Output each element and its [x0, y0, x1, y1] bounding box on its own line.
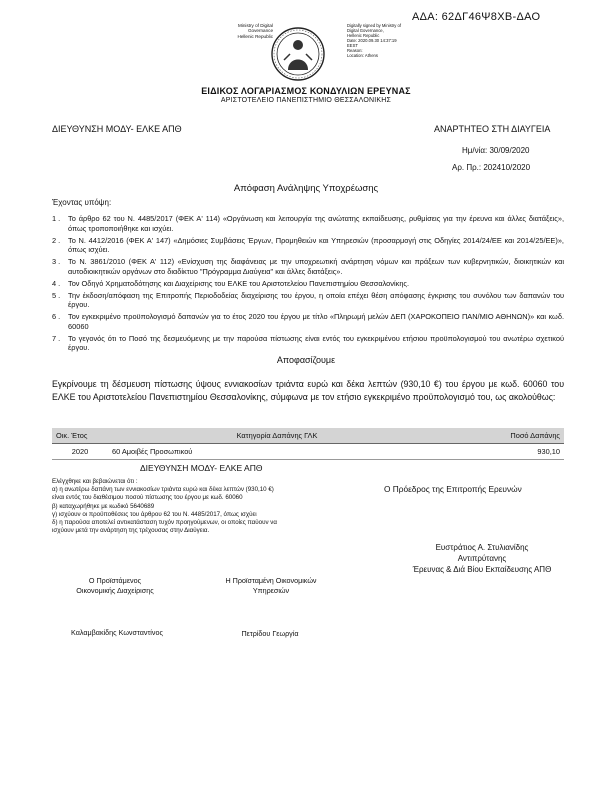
signatory-name-a: Καλαμβακίδης Κωνσταντίνος: [71, 628, 163, 637]
department-header: ΔΙΕΥΘΥΝΣΗ ΜΟΔΥ- ΕΛΚΕ ΑΠΘ: [52, 124, 182, 134]
document-date: Ημ/νία: 30/09/2020: [462, 146, 530, 155]
signer-block: [382, 542, 582, 576]
item-text: Το Ν. 3861/2010 (ΦΕΚ Α' 112) «Ενίσχυση της διαφάνειας με την υποχρεωτική ανάρτηση νόμων και πράξεων των κυβερνητικών, διοικητικών και αυτοδιοικητικών οργάνων στο διαδίκτυο "Πρόγραμμα Διαύγεια" και άλλες διατάξεις».: [68, 257, 564, 276]
table-row: [52, 444, 564, 460]
decision-heading: Αποφασίζουμε: [276, 355, 336, 365]
sig-right-line: Digitally signed by Ministry of: [347, 23, 401, 28]
budget-table: [52, 428, 564, 460]
col-amount: Ποσό Δαπάνης: [446, 428, 564, 444]
cell-amount: 930,10: [446, 444, 564, 460]
sig-right-line: Digital Governance,: [347, 28, 384, 33]
president-title: Ο Πρόεδρος της Επιτροπής Ερευνών: [384, 484, 522, 494]
item-number: 6 .: [52, 312, 61, 322]
verification-line: γ) ισχύουν οι προϋποθέσεις του άρθρου 62 του Ν. 4485/2017, όπως ισχύει: [52, 510, 257, 518]
org-subtitle: ΑΡΙΣΤΟΤΕΛΕΙΟ ΠΑΝΕΠΙΣΤΗΜΙΟ ΘΕΣΣΑΛΟΝΙΚΗΣ: [220, 97, 392, 104]
digital-signature-right: [347, 23, 427, 58]
considerations-list: [52, 214, 564, 355]
sig-right-line: Hellenic Republic: [347, 33, 380, 38]
cell-category: 60 Αμοιβές Προσωπικού: [108, 444, 446, 460]
item-number: 2 .: [52, 235, 61, 245]
verification-line: β) καταχωρήθηκε με κωδικό 5640689: [52, 502, 155, 510]
verification-line: είναι εντός του διαθέσιμου ποσού πίστωσης του έργου με κωδ. 60060: [52, 494, 243, 502]
university-seal-icon: [270, 26, 326, 82]
sig-right-line: Reason:: [347, 48, 363, 53]
ada-code: ΑΔΑ: 62ΔΓ46Ψ8ΧΒ-ΔΑΟ: [412, 11, 541, 23]
cell-year: 2020: [52, 444, 108, 460]
list-item: [52, 334, 564, 353]
table-header-row: [52, 428, 564, 444]
publish-notice: ΑΝΑΡΤΗΤΕΟ ΣΤΗ ΔΙΑΥΓΕΙΑ: [434, 124, 551, 134]
item-text: Τον Οδηγό Χρηματοδότησης και Διαχείρισης του ΕΛΚΕ του Αριστοτελείου Πανεπιστημίου Θεσσαλονίκης.: [68, 278, 410, 288]
sig-right-line: Date: 2020.09.30 14:37:19: [347, 38, 397, 43]
signature-role-line: Οικονομικής Διαχείρισης: [76, 585, 154, 595]
list-item: [52, 214, 564, 233]
sig-left-line: Hellenic Republic: [237, 33, 273, 39]
protocol-number: Αρ. Πρ.: 202410/2020: [452, 163, 531, 172]
signature-role-line: Υπηρεσιών: [252, 585, 290, 595]
signature-financial-manager: [50, 576, 180, 595]
signer-position: Έρευνας & Διά Βίου Εκπαίδευσης ΑΠΘ: [412, 565, 552, 575]
col-category: Κατηγορία Δαπάνης ΓΛΚ: [108, 428, 446, 444]
list-item: [52, 257, 564, 276]
list-item: [52, 279, 564, 289]
signature-role-line: Ο Προϊστάμενος: [88, 576, 142, 585]
sig-left-line: Governance: [247, 28, 273, 34]
item-text: Το Ν. 4412/2016 (ΦΕΚ Α' 147) «Δημόσιες Συμβάσεις Έργων, Προμηθειών και Υπηρεσιών (προσαρμογή στις Οδηγίες 2014/24/ΕΕ και 2014/25/ΕΕ)», όπως ισχύει.: [68, 235, 564, 255]
item-text: Τον εγκεκριμένο προϋπολογισμό δαπανών για το έτος 2020 του έργου με τίτλο «Πληρωμή μελών ΔΕΠ (ΧΑΡΟΚΟΠΕΙΟ ΠΑΝ/ΜΙΟ ΑΘΗΝΩΝ)» και κωδ. 60060: [68, 312, 564, 331]
item-number: 7 .: [52, 333, 61, 343]
considerations-intro: Έχοντας υπόψη:: [52, 198, 112, 207]
item-number: 4 .: [52, 278, 61, 288]
verification-line: α) η ανωτέρω δαπάνη των εννιακοσίων τριάντα ευρώ και δέκα λεπτών (930,10 €): [52, 486, 274, 494]
signature-role-line: Η Προϊσταμένη Οικονομικών: [225, 576, 317, 585]
item-text: Το άρθρο 62 του Ν. 4485/2017 (ΦΕΚ Α' 114) «Οργάνωση και λειτουργία της ανώτατης εκπαίδευσης, ρυθμίσεις για την έρευνα και άλλες διατάξεις», όπως τροποποιήθηκε και ισχύει.: [68, 214, 564, 233]
approval-text: Εγκρίνουμε τη δέσμευση πίστωσης ύψους εννιακοσίων τριάντα ευρώ και δέκα λεπτών (930,10 €) του έργου με κωδ. 60060 του ΕΛΚΕ του Αριστοτελείου Πανεπιστημίου Θεσσαλονίκης, σύμφωνα με τον ετήσιο εγκεκριμένο προϋπολογισμό του, ως ακολούθως:: [52, 379, 564, 402]
signer-role: Αντιπρύτανης: [457, 554, 507, 564]
item-number: 3 .: [52, 257, 61, 267]
org-name: ΕΙΔΙΚΟΣ ΛΟΓΑΡΙΑΣΜΟΣ ΚΟΝΔΥΛΙΩΝ ΕΡΕΥΝΑΣ: [201, 86, 411, 96]
verification-line: ισχύουν μετά την ανάρτηση της τρέχουσας στην Διαύγεια.: [52, 527, 210, 535]
verification-block: [52, 478, 370, 535]
document-title: Απόφαση Ανάληψης Υποχρέωσης: [233, 183, 379, 194]
item-number: 1 .: [52, 214, 61, 223]
signatory-name-b: Πετρίδου Γεωργία: [241, 629, 299, 638]
list-item: [52, 312, 564, 331]
list-item: [52, 236, 564, 255]
signature-finance-head: [200, 576, 342, 595]
sig-right-line: EEST: [347, 43, 358, 48]
col-year: Οικ. Έτος: [52, 428, 108, 444]
verification-heading: ΔΙΕΥΘΥΝΣΗ ΜΟΔΥ- ΕΛΚΕ ΑΠΘ: [140, 463, 263, 473]
verification-line: Ελέγχθηκε και βεβαιώνεται ότι :: [52, 478, 138, 485]
verification-line: δ) η παρούσα αποτελεί αντικατάσταση τυχόν προηγούμενων, οι οποίες παύουν να: [52, 519, 277, 527]
item-text: Το γεγονός ότι το Ποσό της δεσμευόμενης με την παρούσα πίστωσης είναι εντός του εγκεκριμένου ετήσιου προϋπολογισμού του ανωτέρω σχετικού έργου.: [68, 333, 564, 353]
signer-name: Ευστράτιος Α. Στυλιανίδης: [435, 543, 529, 552]
sig-right-line: Location: Athens: [347, 53, 378, 58]
list-item: [52, 291, 564, 310]
item-number: 5 .: [52, 290, 61, 300]
sig-left-line: Ministry of Digital: [238, 23, 273, 28]
digital-signature-left: [227, 23, 273, 39]
item-text: Την έκδοση/απόφαση της Επιτροπής Περιοδοδείας διαχείρισης του έργου, η οποία επέχει θέση απόφασης έγκρισης του συνόλου των δαπανών του έργου.: [68, 290, 564, 310]
